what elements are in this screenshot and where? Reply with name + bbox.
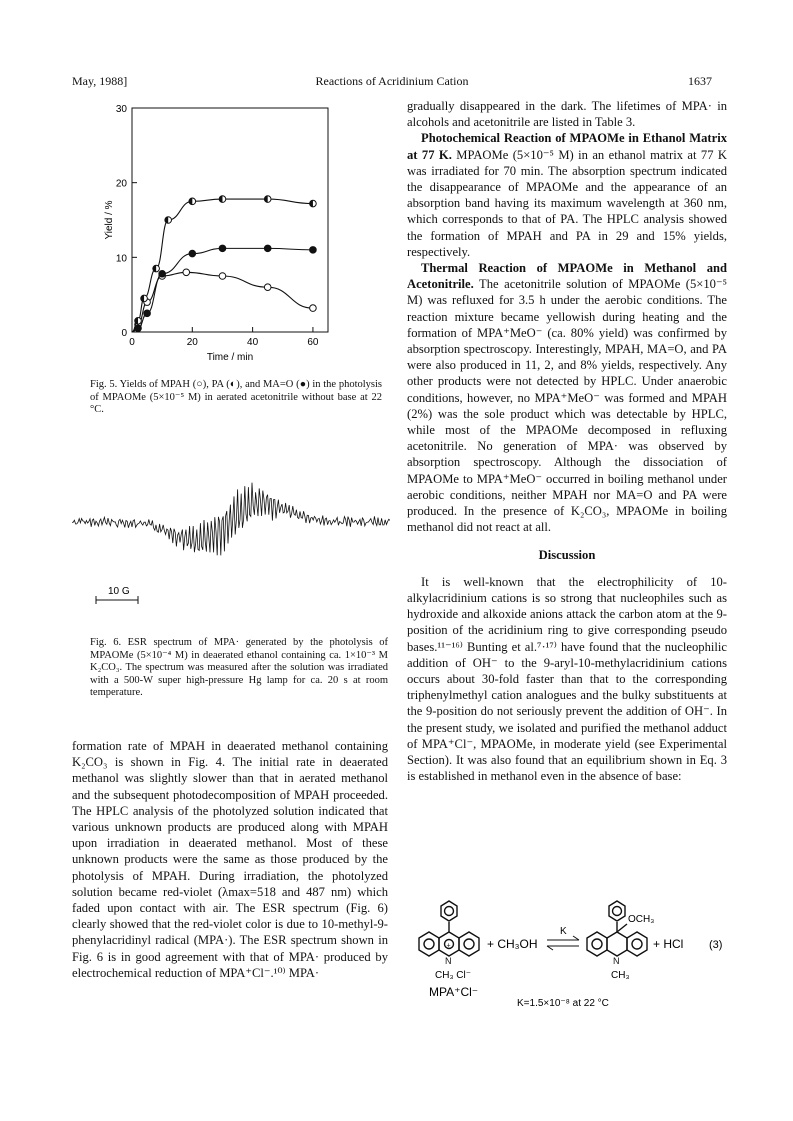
equation-svg <box>407 898 737 1008</box>
svg-text:N: N <box>445 956 452 966</box>
paragraph: gradually disappeared in the dark. The lifetimes of MPA· in alcohols and acetonitrile are listed in Table 3. <box>407 99 727 130</box>
x-tick-label: 0 <box>129 337 135 348</box>
subsection-heading: Thermal Reaction of MPAOMe in Methanol and Acetonitrile. <box>407 261 727 292</box>
scale-bar-label: 10 G <box>108 586 130 597</box>
data-point <box>264 284 271 291</box>
right-column-text <box>407 98 727 784</box>
plus-methanol: + CH₃OH <box>487 937 538 951</box>
data-point <box>189 250 196 257</box>
figure-6-esr-spectrum <box>72 444 390 624</box>
data-point <box>219 273 226 280</box>
paragraph: It is well-known that the electrophilicity of 10-alkylacridinium cations is so strong that nucleophiles such as hydroxide and alkoxide anions attack the carbon atom at the 9-position of the acridinium ring to give corresponding pseudo bases.¹¹⁻¹⁶⁾ Bunting et al.⁷·¹⁷⁾ have found that the nucleophilic addition of OH⁻ to the 9-aryl-10-methylacridinium cations occurs about 30-fold faster than that to the corresponding triphenylmethyl cation analogues and the bulky substituents at the 9-position do not seriously prevent the addition of OH⁻. In the present study, we isolated and purified the methanol adduct of MPA⁺Cl⁻, MPAOMe, in moderate yield (see Experimental Section). It was also found that an equilibrium shown in Eq. 3 is established in methanol even in the absence of base: <box>407 574 727 784</box>
equilibrium-constant-symbol: K <box>560 926 567 937</box>
header-title: Reactions of Acridinium Cation <box>315 74 469 88</box>
subsection-heading: Photochemical Reaction of MPAOMe in Ethanol Matrix at 77 K. <box>407 131 727 162</box>
data-point <box>310 305 317 312</box>
right-n-label: CH₃ <box>611 970 630 981</box>
paragraph: Photochemical Reaction of MPAOMe in Ethanol Matrix at 77 K. MPAOMe (5×10⁻⁵ M) in an ethanol matrix at 77 K was irradiated for 70 min. The absorption spectrum indicated the disappearance of MPAOMe and the appearance of an absorption band having its maximum wavelength at 360 nm, which corresponds to that of PA. The HPLC analysis showed the formation of MPAH and PA in 29 and 15% yields, respectively. <box>407 131 728 259</box>
figure-5-caption: Fig. 5. Yields of MPAH (○), PA (◐), and MA=O (●) in the photolysis of MPAOMe (5×10⁻⁵ M) in aerated acetonitrile without base at 22 °C. <box>90 379 382 415</box>
svg-text:+: + <box>446 942 451 950</box>
equation-number: (3) <box>709 939 723 951</box>
figure-5-yield-chart <box>100 100 340 368</box>
plus-hcl: + HCl <box>653 937 684 951</box>
x-axis-label: Time / min <box>206 352 254 363</box>
svg-text:N: N <box>613 956 620 966</box>
header-page-number: 1637 <box>688 74 712 88</box>
acridinium-structure <box>419 901 479 966</box>
equilibrium-constant-value: K=1.5×10⁻⁸ at 22 °C <box>517 998 609 1008</box>
header-date: May, 1988] <box>72 74 128 88</box>
equilibrium-arrow <box>547 936 579 950</box>
section-title: Discussion <box>538 548 596 563</box>
paragraph: formation rate of MPAH in deaerated methanol containing K₂CO₃ is shown in Fig. 4. The initial rate in deaerated methanol was slightly slower than that in aerated methanol and the subsequent photodecomposition of MPAH proceeded. The HPLC analysis of the photolyzed solution indicated that various unknown products are produced along with MPAH upon irradiation in deaerated methanol. Most of these unknown products were the same as those produced by the photolysis of MPAH. During irradiation, the photolyzed solution became red-violet (λmax=518 and 487 nm) which faded upon contact with air. The ESR spectrum (Fig. 6) clearly showed that the red-violet color is due to 10-methyl-9-phenylacridinyl radical (MPA·). The ESR spectrum shown in Fig. 6 is in good agreement with that of MPA· produced by electrochemical reduction of MPA⁺Cl⁻.¹⁰⁾ MPA· <box>72 739 388 980</box>
data-point <box>135 325 142 332</box>
yield-chart-svg <box>100 100 340 368</box>
left-column-text <box>72 738 388 981</box>
esr-trace-line <box>72 483 390 556</box>
figure-6-caption: Fig. 6. ESR spectrum of MPA· generated by the photolysis of MPAOMe (5×10⁻⁴ M) in deaerated ethanol containing ca. 1×10⁻³ M K₂CO₃. The spectrum was measured after the solution was irradiated with a 500-W super high-pressure Hg lamp for ca. 20 s at room temperature. <box>90 637 388 698</box>
running-header <box>72 74 712 90</box>
y-tick-label: 20 <box>115 178 127 190</box>
x-tick-label: 40 <box>247 337 259 348</box>
y-tick-label: 30 <box>115 104 127 115</box>
x-tick-label: 20 <box>186 337 198 348</box>
data-point <box>159 270 166 277</box>
methanol-adduct-structure <box>587 901 647 966</box>
data-point <box>144 310 151 317</box>
data-point <box>183 269 190 276</box>
series-line-mpah <box>132 272 313 332</box>
y-tick-label: 10 <box>115 253 127 265</box>
methoxy-label: OCH₃ <box>628 914 655 925</box>
y-tick-label: 0 <box>121 328 127 339</box>
data-point <box>219 245 226 252</box>
y-axis-label: Yield / % <box>104 200 115 240</box>
equation-3 <box>407 898 737 1008</box>
data-point <box>310 247 317 254</box>
esr-spectrum-svg <box>72 444 390 624</box>
left-n-label: CH₃ Cl⁻ <box>435 970 472 981</box>
data-point <box>264 245 271 252</box>
series-line-pa <box>132 199 313 332</box>
left-compound-name: MPA⁺Cl⁻ <box>429 985 479 999</box>
paragraph: Thermal Reaction of MPAOMe in Methanol and Acetonitrile. The acetonitrile solution of MPAOMe (5×10⁻⁵ M) was refluxed for 3.5 h under the aerobic conditions. The reaction mixture became yellowish during heating and the formation of MPA⁺MeO⁻ (ca. 80% yield) was confirmed by absorption spectroscopy. Interestingly, MPAH, MA=O, and PA were also produced in 11, 2, and 8% yields, respectively. Any other products were not detected by HPLC. Under anaerobic conditions, however, no MPA⁺MeO⁻ was formed and MPAH (2%) was the sole product which was detectable by HPLC, while most of the MPAOMe decomposed in refluxing acetonitrile. No generation of MPA· was observed by absorption spectroscopy. Although the dissociation of MPAOMe to MPA⁺MeO⁻ occurred in boiling methanol under aerobic conditions, neither MPAH nor MA=O and PA were produced. In the presence of K₂CO₃, MPAOMe in boiling methanol did not react at all. <box>407 261 727 535</box>
plot-frame <box>132 108 328 332</box>
x-tick-label: 60 <box>307 337 319 348</box>
